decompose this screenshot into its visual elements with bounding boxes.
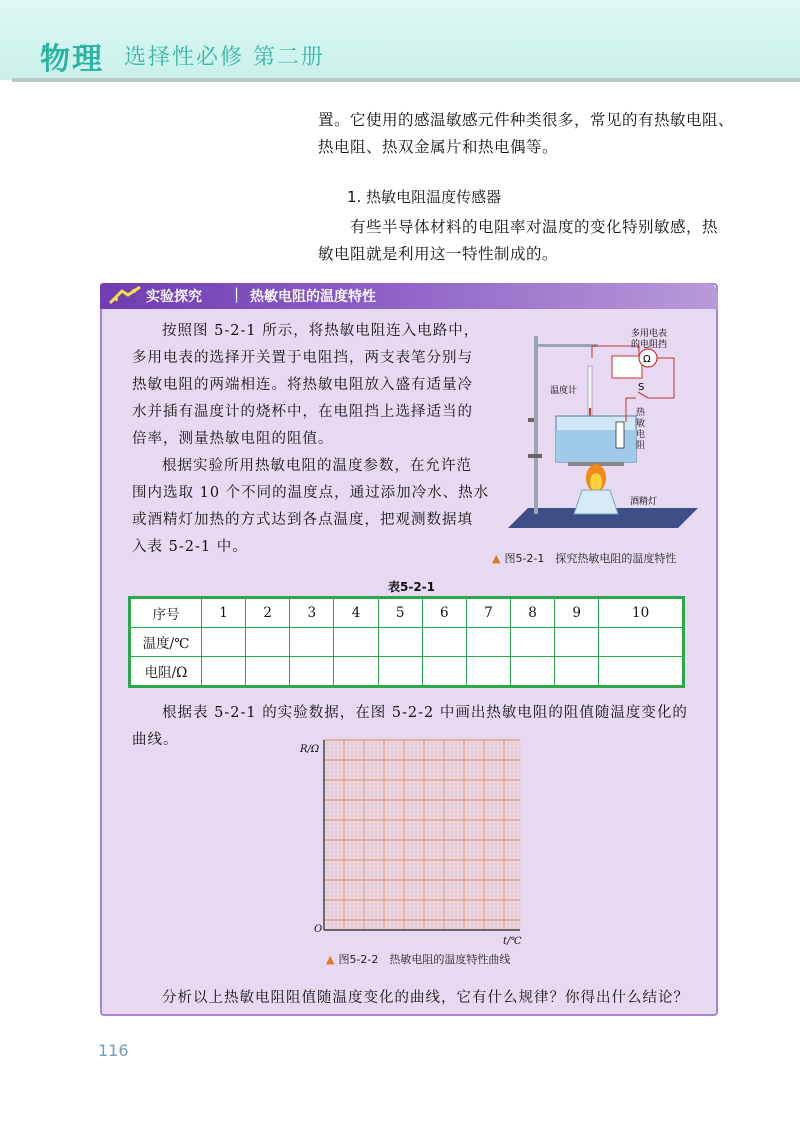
table-cell: 8 [510, 599, 554, 628]
table-cell: 电阻/Ω [131, 657, 202, 686]
p3-line-2: 曲线。 [132, 732, 179, 748]
p2-line-2: 围内选取 10 个不同的温度点，通过添加冷水、热水 [132, 485, 490, 501]
p1-line-5: 倍率，测量热敏电阻的阻值。 [132, 431, 334, 447]
page-number: 116 [98, 1041, 129, 1060]
origin-label: O [314, 924, 323, 935]
p1-line-2: 多用电表的选择开关置于电阻挡，两支表笔分别与 [132, 350, 473, 366]
table-cell [334, 657, 378, 686]
meter-label-1: 多用电表 [631, 329, 668, 339]
figure-1-caption: ▲ 图5-2-1 探究热敏电阻的温度特性 [492, 552, 677, 565]
table-cell: 10 [599, 599, 683, 628]
panel-header [100, 283, 718, 309]
x-axis-label: t/℃ [503, 936, 522, 947]
table-cell: 1 [202, 599, 246, 628]
graph-grid [322, 738, 522, 934]
table-cell: 9 [555, 599, 599, 628]
p3-line-1: 根据表 5-2-1 的实验数据，在图 5-2-2 中画出热敏电阻的阻值随温度变化的 [162, 705, 688, 721]
table-cell [466, 657, 510, 686]
lamp-label: 酒精灯 [630, 497, 658, 507]
table-cell: 3 [290, 599, 334, 628]
apparatus-figure [498, 318, 708, 543]
table-cell [334, 628, 378, 657]
panel-tag: 实验探究 [146, 289, 202, 305]
table-cell: 5 [378, 599, 422, 628]
intro-line-2: 热电阻、热双金属片和热电偶等。 [318, 138, 559, 156]
y-axis-label: R/Ω [300, 744, 320, 755]
clamp-arm [534, 344, 598, 347]
intro-line-1: 置。它使用的感温敏感元件种类很多，常见的有热敏电阻、 [318, 111, 735, 129]
table-cell [555, 657, 599, 686]
table-cell [555, 628, 599, 657]
p2-line-3: 或酒精灯加热的方式达到各点温度，把观测数据填 [132, 512, 473, 528]
table-cell [378, 657, 422, 686]
table-cell: 温度/℃ [131, 628, 202, 657]
table-cell [246, 657, 290, 686]
header-divider [12, 78, 800, 82]
data-table [130, 598, 683, 686]
omega-symbol: Ω [643, 354, 651, 365]
table-cell: 4 [334, 599, 378, 628]
section-title: 1. 热敏电阻温度传感器 [347, 188, 502, 206]
table-cell: 序号 [131, 599, 202, 628]
book-title: 选择性必修 第二册 [124, 45, 325, 70]
table-cell [378, 628, 422, 657]
table-cell: 6 [422, 599, 466, 628]
table-cell [599, 657, 683, 686]
flask-icon [106, 285, 146, 307]
p2-line-1: 根据实验所用热敏电阻的温度参数，在允许范 [162, 458, 472, 474]
p1-line-1: 按照图 5-2-1 所示，将热敏电阻连入电路中， [162, 323, 480, 339]
panel-separator: | [234, 285, 240, 303]
table-cell [422, 628, 466, 657]
table-cell: 7 [466, 599, 510, 628]
table-row [131, 657, 683, 686]
thermistor-label: 热敏电阻 [636, 408, 646, 451]
subject-title: 物理 [40, 42, 104, 77]
table-cell [599, 628, 683, 657]
section-line-1: 有些半导体材料的电阻率对温度的变化特别敏感，热 [350, 218, 719, 236]
thermistor [616, 422, 624, 448]
table-cell [510, 657, 554, 686]
table-cell [202, 628, 246, 657]
section-line-2: 敏电阻就是利用这一特性制成的。 [318, 245, 559, 263]
panel-title: 热敏电阻的温度特性 [250, 289, 376, 305]
switch-label: S [638, 382, 645, 393]
meter-label-2: 的电阻挡 [631, 340, 668, 350]
table-cell [290, 657, 334, 686]
table-header-row [131, 599, 683, 628]
p1-line-3: 热敏电阻的两端相连。将热敏电阻放入盛有适量冷 [132, 377, 473, 393]
page-header [0, 0, 800, 80]
table-cell [510, 628, 554, 657]
table-cell: 2 [246, 599, 290, 628]
thermometer-label: 温度计 [550, 386, 578, 396]
table-cell [202, 657, 246, 686]
p2-line-4: 入表 5-2-1 中。 [132, 539, 248, 555]
table-cell [466, 628, 510, 657]
question-text: 分析以上热敏电阻阻值随温度变化的曲线，它有什么规律？你得出什么结论？ [162, 990, 689, 1006]
table-row [131, 628, 683, 657]
table-cell [422, 657, 466, 686]
stand-rod [534, 336, 538, 514]
figure-2-caption: ▲ 图5-2-2 热敏电阻的温度特性曲线 [326, 953, 511, 966]
table-cell [246, 628, 290, 657]
table-caption: 表5-2-1 [388, 580, 436, 594]
p1-line-4: 水并插有温度计的烧杯中，在电阻挡上选择适当的 [132, 404, 473, 420]
table-cell [290, 628, 334, 657]
alcohol-lamp [574, 490, 618, 514]
